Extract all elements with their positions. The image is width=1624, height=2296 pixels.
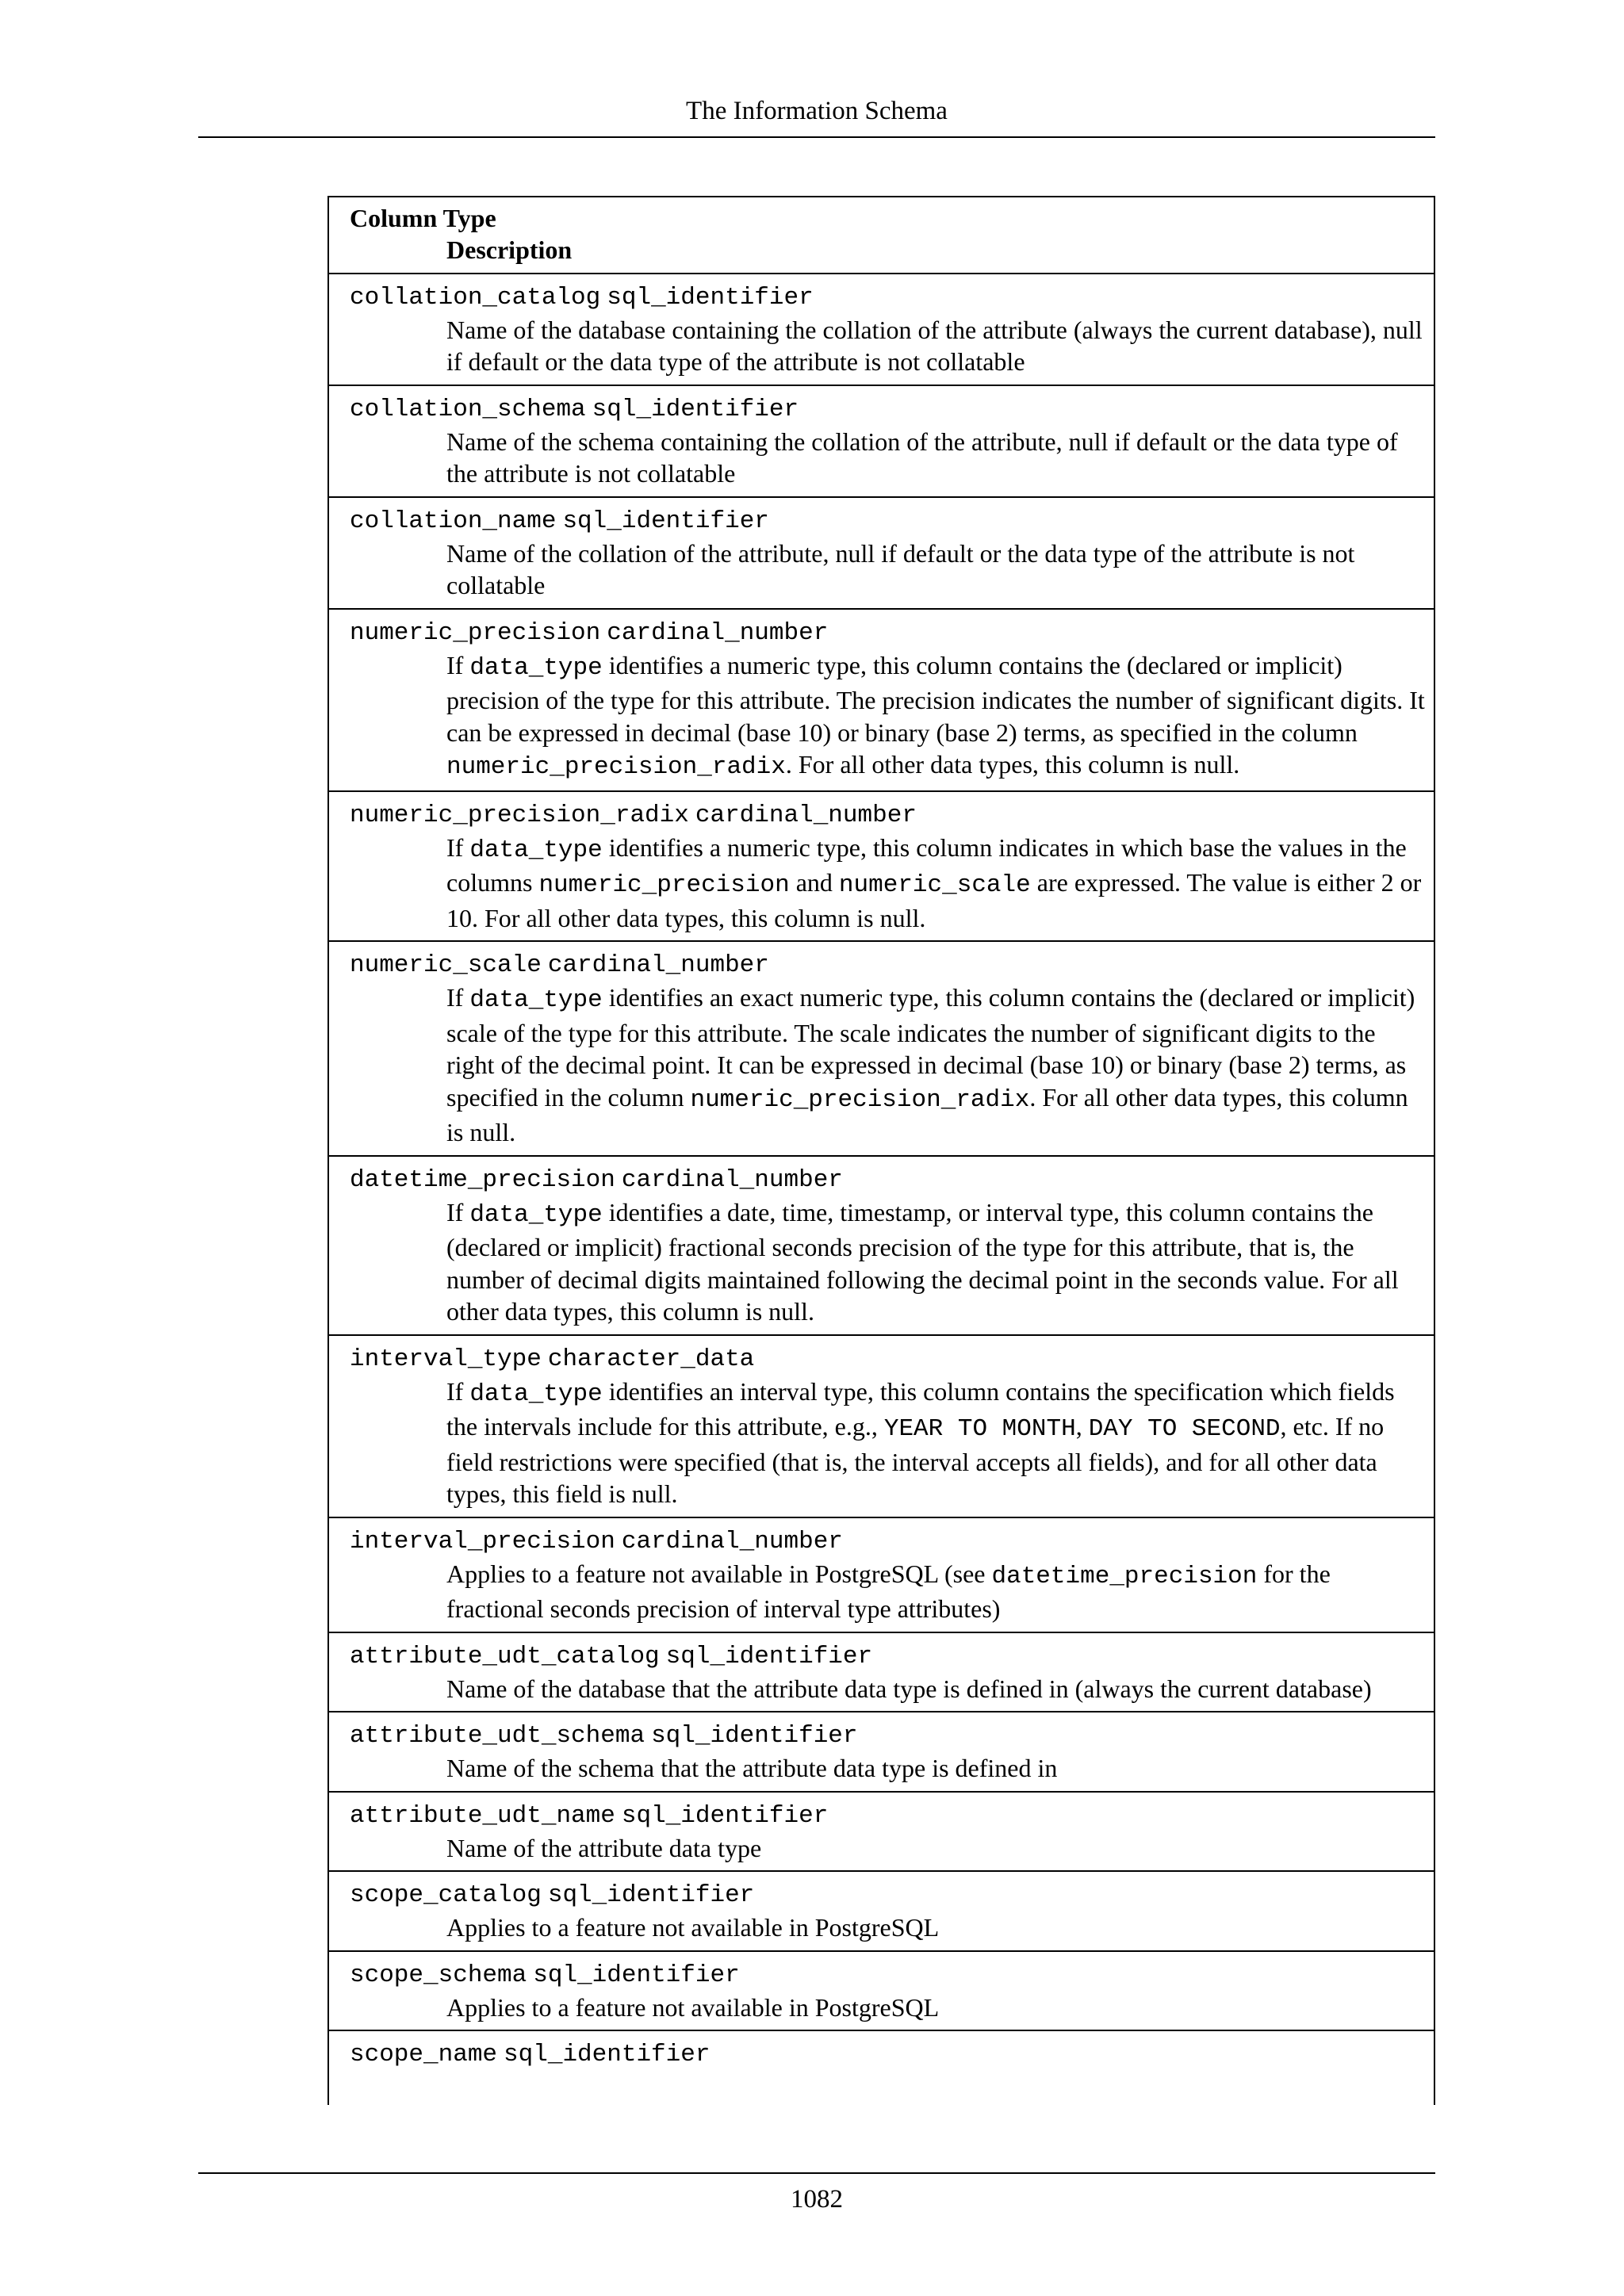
- row-heading: [350, 1717, 1426, 1752]
- column-description: [446, 426, 1426, 490]
- description-text: Applies to a feature not available in PostgreSQL (see: [446, 1559, 992, 1588]
- column-type: sql_identifier: [607, 283, 814, 312]
- row-heading: [350, 1957, 1426, 1992]
- column-name: scope_name: [350, 2041, 498, 2068]
- row-heading: [350, 1341, 1426, 1376]
- inline-code: numeric_precision: [538, 871, 790, 899]
- column-name: interval_precision: [350, 1527, 615, 1556]
- row-heading: [350, 1161, 1426, 1196]
- column-name: numeric_precision_radix: [350, 801, 689, 829]
- description-text: Name of the database that the attribute data type is defined in (always the current database): [446, 1674, 1372, 1703]
- column-description: [446, 1911, 1426, 1944]
- description-text: Name of the attribute data type: [446, 1833, 762, 1862]
- column-name: numeric_scale: [350, 951, 542, 979]
- column-description: [446, 649, 1426, 784]
- inline-code: numeric_scale: [838, 871, 1031, 899]
- column-type: sql_identifier: [533, 1961, 740, 1989]
- column-description: [446, 832, 1426, 935]
- column-description: [446, 538, 1426, 602]
- column-description: [446, 1832, 1426, 1865]
- column-name: attribute_udt_name: [350, 1801, 615, 1830]
- column-type: cardinal_number: [607, 618, 829, 647]
- column-description: [446, 1752, 1426, 1785]
- description-text: identifies an interval type, this column contains the specification which fields the intervals include for this attribute, e.g.,: [446, 1376, 1395, 1441]
- column-description: [446, 1558, 1426, 1625]
- description-text: Name of the schema that the attribute data type is defined in: [446, 1754, 1058, 1782]
- column-description: [446, 982, 1426, 1149]
- footer-rule: [198, 2172, 1435, 2174]
- description-text: Applies to a feature not available in PostgreSQL: [446, 1992, 940, 2022]
- table-row: [329, 498, 1434, 610]
- description-text: . For all other data types, this column is null.: [446, 1082, 1408, 1146]
- column-name: collation_name: [350, 507, 557, 535]
- table-header-row: [329, 197, 1434, 274]
- table-row: [329, 792, 1434, 943]
- table-row: [329, 2031, 1434, 2077]
- row-heading: [350, 1523, 1426, 1558]
- inline-code: data_type: [469, 1380, 603, 1408]
- column-name: interval_type: [350, 1345, 542, 1373]
- column-name: scope_schema: [350, 1961, 527, 1989]
- row-heading: [350, 1638, 1426, 1673]
- column-type: sql_identifier: [504, 2041, 710, 2068]
- inline-code: DAY TO SECOND: [1088, 1415, 1281, 1443]
- column-name: collation_schema: [350, 395, 586, 423]
- inline-code: data_type: [469, 1200, 603, 1229]
- column-name: attribute_udt_catalog: [350, 1642, 660, 1670]
- table-row: [329, 1872, 1434, 1952]
- column-name: scope_catalog: [350, 1881, 542, 1909]
- header-column-type: Column Type: [350, 204, 496, 232]
- column-type: character_data: [547, 1345, 755, 1373]
- inline-code: numeric_precision_radix: [446, 753, 786, 781]
- row-heading: [350, 503, 1426, 538]
- inline-code: datetime_precision: [991, 1562, 1258, 1590]
- row-heading: [350, 614, 1426, 649]
- description-text: are expressed. The value is either 2 or 10. For all other data types, this column is null.: [446, 868, 1422, 932]
- row-heading: [350, 947, 1426, 982]
- column-name: attribute_udt_schema: [350, 1722, 645, 1750]
- inline-code: numeric_precision_radix: [690, 1085, 1030, 1114]
- column-type: sql_identifier: [562, 507, 769, 535]
- row-heading: [350, 2036, 1426, 2071]
- column-type: sql_identifier: [651, 1722, 858, 1750]
- table-row: [329, 1712, 1434, 1793]
- table-row: [329, 274, 1434, 386]
- column-type: sql_identifier: [621, 1801, 829, 1830]
- header-rule: [198, 136, 1435, 138]
- column-type: cardinal_number: [695, 801, 917, 829]
- column-description: [446, 314, 1426, 378]
- column-table: [327, 196, 1435, 2105]
- description-text: If: [446, 1197, 470, 1226]
- column-description: [446, 1376, 1426, 1510]
- description-text: If: [446, 1376, 470, 1406]
- description-text: Applies to a feature not available in PostgreSQL: [446, 1913, 940, 1942]
- description-text: Name of the collation of the attribute, null if default or the data type of the attribute is not collatable: [446, 538, 1355, 599]
- column-name: datetime_precision: [350, 1165, 615, 1194]
- column-type: sql_identifier: [592, 395, 799, 423]
- inline-code: YEAR TO MONTH: [883, 1415, 1076, 1443]
- description-text: and: [789, 868, 839, 897]
- table-row: [329, 1793, 1434, 1873]
- description-text: identifies a numeric type, this column indicates in which base the values in the columns: [446, 832, 1407, 897]
- page-header-title: The Information Schema: [686, 97, 948, 125]
- header-description: Description: [446, 235, 573, 264]
- column-type: cardinal_number: [547, 951, 769, 979]
- column-type: cardinal_number: [621, 1165, 843, 1194]
- description-text: identifies an exact numeric type, this column contains the (declared or implicit) scale of the type for this attribute. The scale indicates the number of significant digits to the right of the decimal point. It can be expressed in decimal (base 10) or binary (base 2) terms, as specified in the column: [446, 983, 1415, 1112]
- description-text: If: [446, 832, 470, 862]
- column-description: [446, 1196, 1426, 1328]
- table-row: [329, 1336, 1434, 1518]
- row-heading: [350, 1877, 1426, 1911]
- description-text: . For all other data types, this column is null.: [785, 750, 1240, 779]
- table-row: [329, 386, 1434, 498]
- column-type: sql_identifier: [665, 1642, 873, 1670]
- column-type: sql_identifier: [547, 1881, 755, 1909]
- row-heading: [350, 797, 1426, 832]
- table-row: [329, 942, 1434, 1157]
- column-type: cardinal_number: [621, 1527, 843, 1556]
- description-text: , etc. If no field restrictions were specified (that is, the interval accepts all fields), and for all other data types, this field is null.: [446, 1412, 1385, 1508]
- row-heading: [350, 391, 1426, 426]
- table-row: [329, 610, 1434, 792]
- table-row: [329, 1633, 1434, 1713]
- description-text: ,: [1075, 1412, 1089, 1441]
- table-row: [329, 1952, 1434, 2032]
- page-number: 1082: [791, 2185, 843, 2214]
- description-text: If: [446, 650, 470, 679]
- row-heading: [350, 279, 1426, 314]
- table-row: [329, 1157, 1434, 1336]
- column-name: numeric_precision: [350, 618, 601, 647]
- description-text: Name of the database containing the collation of the attribute (always the current database), null if default or the data type of the attribute is not collatable: [446, 315, 1423, 376]
- inline-code: data_type: [469, 653, 603, 682]
- description-text: Name of the schema containing the collation of the attribute, null if default or the data type of the attribute is not collatable: [446, 427, 1398, 488]
- description-text: If: [446, 983, 470, 1012]
- column-description: [446, 1673, 1426, 1705]
- inline-code: data_type: [469, 986, 603, 1014]
- description-text: identifies a date, time, timestamp, or interval type, this column contains the (declared or implicit) fractional seconds precision of the type for this attribute, that is, the number of decimal digits maintained following the decimal point in the seconds value. For all other data types, this column is null.: [446, 1197, 1399, 1326]
- column-description: [446, 1992, 1426, 2024]
- description-text: identifies a numeric type, this column contains the (declared or implicit) precision of the type for this attribute. The precision indicates the number of significant digits. It can be expressed in decimal (base 10) or binary (base 2) terms, as specified in the column: [446, 650, 1425, 747]
- table-row: [329, 1518, 1434, 1633]
- inline-code: data_type: [469, 836, 603, 864]
- column-name: collation_catalog: [350, 283, 601, 312]
- description-text: for the fractional seconds precision of interval type attributes): [446, 1559, 1331, 1623]
- row-heading: [350, 1797, 1426, 1832]
